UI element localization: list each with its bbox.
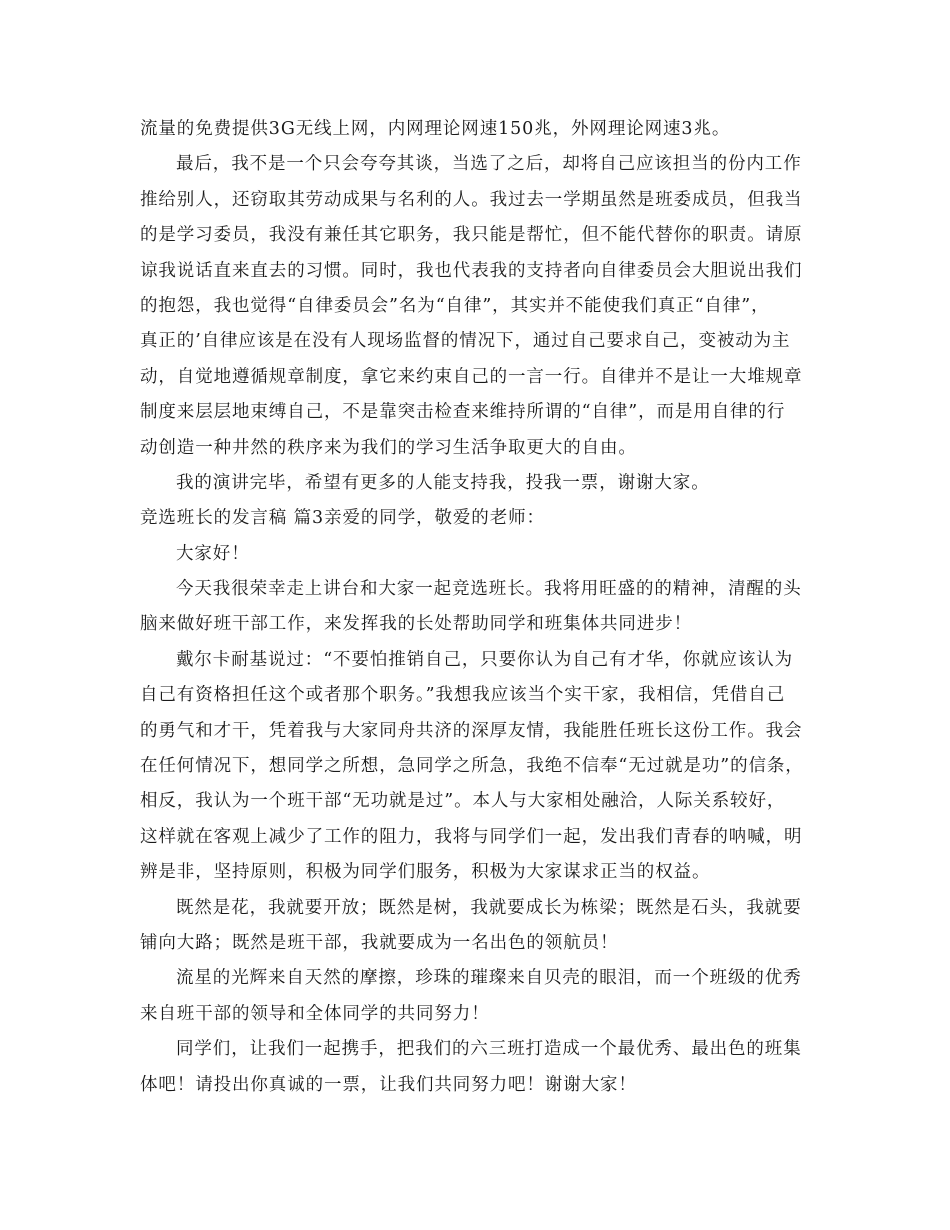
text-line: 大家好！: [176, 543, 250, 564]
text-line: 真正的’自律应该是在没有人现场监督的情况下，通过自己要求自己，变被动为主: [140, 331, 791, 352]
text-line: 戴尔卡耐基说过：“不要怕推销自己，只要你认为自己有才华，你就应该认为: [176, 649, 794, 670]
text-line: 体吧！请投出你真诚的一票，让我们共同努力吧！谢谢大家！: [140, 1074, 637, 1095]
text-line: 竞选班长的发言稿 篇3亲爱的同学，敬爱的老师：: [140, 508, 545, 529]
text-line: 来自班干部的领导和全体同学的共同努力！: [140, 1003, 490, 1024]
text-line: 的是学习委员，我没有兼任其它职务，我只能是帮忙，但不能代替你的职责。请原: [140, 225, 803, 246]
text-line: 这样就在客观上减少了工作的阻力，我将与同学们一起，发出我们青春的呐喊，明: [140, 826, 803, 847]
text-line: 流星的光辉来自天然的摩擦，珍珠的璀璨来自贝壳的眼泪，而一个班级的优秀: [176, 968, 802, 989]
text-line: 相反，我认为一个班干部“无功就是过”。本人与大家相处融洽，人际关系较好，: [140, 791, 786, 812]
text-line: 动创造一种井然的秩序来为我们的学习生活争取更大的自由。: [140, 437, 637, 458]
text-line: 的勇气和才干，凭着我与大家同舟共济的深厚友情，我能胜任班长这份工作。我会: [140, 720, 803, 741]
text-line: 同学们，让我们一起携手，把我们的六三班打造成一个最优秀、最出色的班集: [176, 1039, 802, 1060]
text-line: 铺向大路；既然是班干部，我就要成为一名出色的领航员！: [140, 932, 619, 953]
text-line: 谅我说话直来直去的习惯。同时，我也代表我的支持者向自律委员会大胆说出我们: [140, 260, 803, 281]
text-line: 既然是花，我就要开放；既然是树，我就要成长为栋梁；既然是石头，我就要: [176, 897, 802, 918]
text-line: 自己有资格担任这个或者那个职务。”我想我应该当个实干家，我相信，凭借自己: [140, 685, 786, 706]
text-line: 脑来做好班干部工作，来发挥我的长处帮助同学和班集体共同进步！: [140, 614, 692, 635]
text-line: 辨是非，坚持原则，积极为同学们服务，积极为大家谋求正当的权益。: [140, 862, 711, 883]
text-line: 制度来层层地束缚自己，不是靠突击检查来维持所谓的“自律”，而是用自律的行: [140, 402, 786, 423]
text-line: 动，自觉地遵循规章制度，拿它来约束自己的一言一行。自律并不是让一大堆规章: [140, 366, 803, 387]
text-line: 今天我很荣幸走上讲台和大家一起竞选班长。我将用旺盛的的精神，清醒的头: [176, 579, 802, 600]
document-body: [140, 112, 820, 1103]
text-line: 我的演讲完毕，希望有更多的人能支持我，投我一票，谢谢大家。: [176, 472, 710, 493]
text-line: 在任何情况下，想同学之所想，急同学之所急，我绝不信奉“无过就是功”的信条，: [140, 756, 804, 777]
text-line: 最后，我不是一个只会夸夸其谈，当选了之后，却将自己应该担当的份内工作: [176, 154, 802, 175]
text-line: 推给别人，还窃取其劳动成果与名利的人。我过去一学期虽然是班委成员，但我当: [140, 189, 803, 210]
text-line: 流量的免费提供3G无线上网，内网理论网速150兆，外网理论网速3兆。: [140, 119, 731, 139]
text-line: 的抱怨，我也觉得“自律委员会”名为“自律”，其实并不能使我们真正“自律”，: [140, 295, 770, 316]
